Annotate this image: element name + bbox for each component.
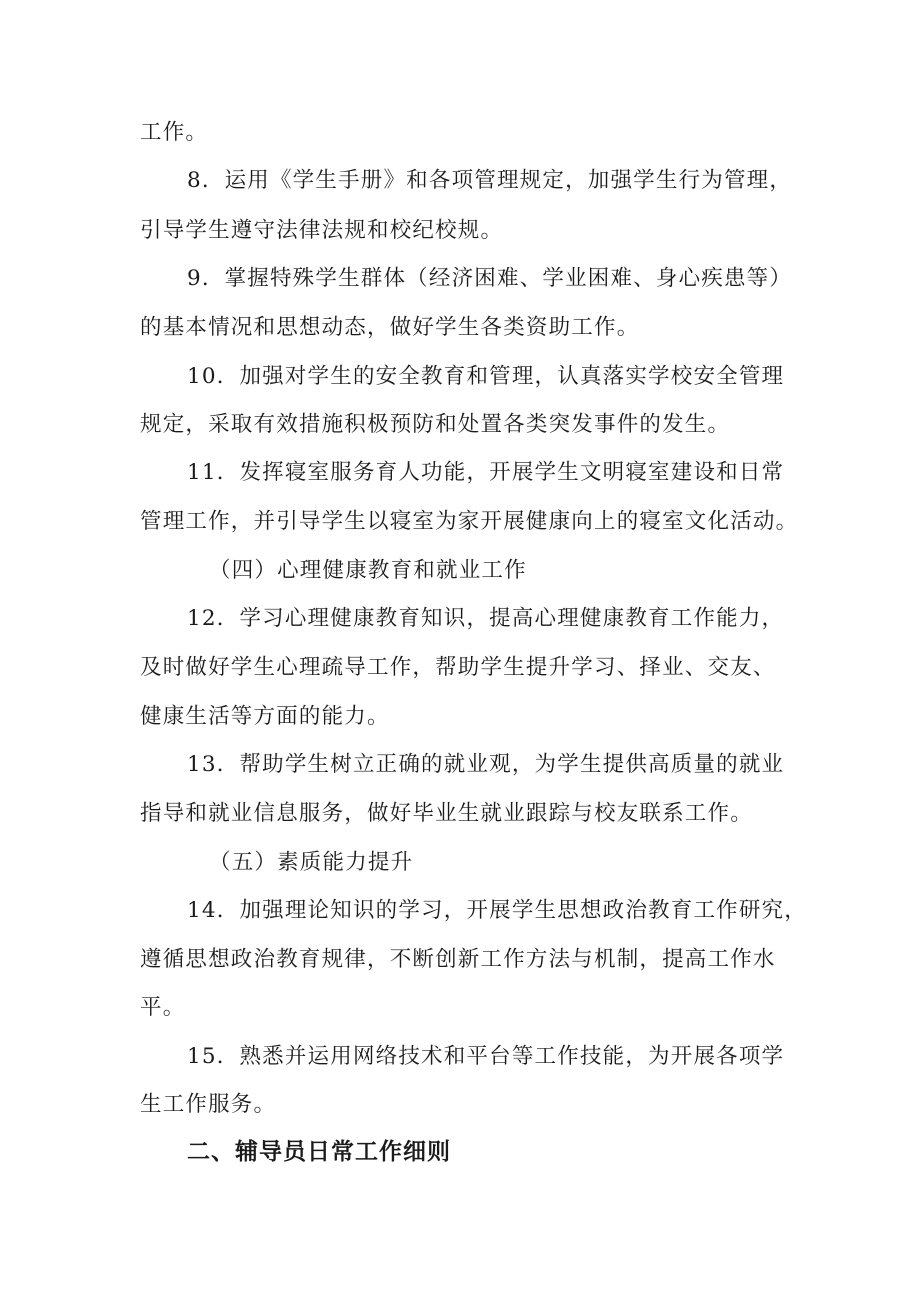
list-item-9-line-2: 的基本情况和思想动态，做好学生各类资助工作。 (140, 315, 640, 340)
list-item-10-line-2: 规定，采取有效措施积极预防和处置各类突发事件的发生。 (140, 412, 731, 437)
paragraph-line: 工作。 (140, 120, 209, 145)
list-item-11-line-2: 管理工作，并引导学生以寝室为家开展健康向上的寝室文化活动。 (140, 509, 799, 534)
subsection-title-5: （五）素质能力提升 (209, 850, 414, 875)
list-item-12-line-1: 12．学习心理健康教育知识，提高心理健康教育工作能力， (187, 606, 785, 631)
list-item-15-line-1: 15．熟悉并运用网络技术和平台等工作技能，为开展各项学 (187, 1044, 785, 1069)
list-item-12-line-3: 健康生活等方面的能力。 (140, 704, 390, 729)
list-item-11-line-1: 11．发挥寝室服务育人功能，开展学生文明寝室建设和日常 (187, 460, 785, 485)
list-item-8-line-2: 引导学生遵守法律法规和校纪校规。 (140, 218, 504, 243)
section-heading: 二、辅导员日常工作细则 (187, 1139, 451, 1165)
list-item-12-line-2: 及时做好学生心理疏导工作，帮助学生提升学习、择业、交友、 (140, 655, 776, 680)
list-item-14-line-3: 平。 (140, 995, 186, 1020)
list-item-14-line-2: 遵循思想政治教育规律，不断创新工作方法与机制，提高工作水 (140, 947, 776, 972)
list-item-14-line-1: 14．加强理论知识的学习，开展学生思想政治教育工作研究， (187, 898, 807, 923)
subsection-title-4: （四）心理健康教育和就业工作 (209, 558, 527, 583)
list-item-15-line-2: 生工作服务。 (140, 1092, 277, 1117)
list-item-9-line-1: 9．掌握特殊学生群体（经济困难、学业困难、身心疾患等） (187, 266, 793, 291)
list-item-13-line-2: 指导和就业信息服务，做好毕业生就业跟踪与校友联系工作。 (140, 801, 753, 826)
list-item-13-line-1: 13．帮助学生树立正确的就业观，为学生提供高质量的就业 (187, 752, 785, 777)
list-item-10-line-1: 10．加强对学生的安全教育和管理，认真落实学校安全管理 (187, 364, 785, 389)
list-item-8-line-1: 8．运用《学生手册》和各项管理规定，加强学生行为管理， (187, 168, 793, 193)
